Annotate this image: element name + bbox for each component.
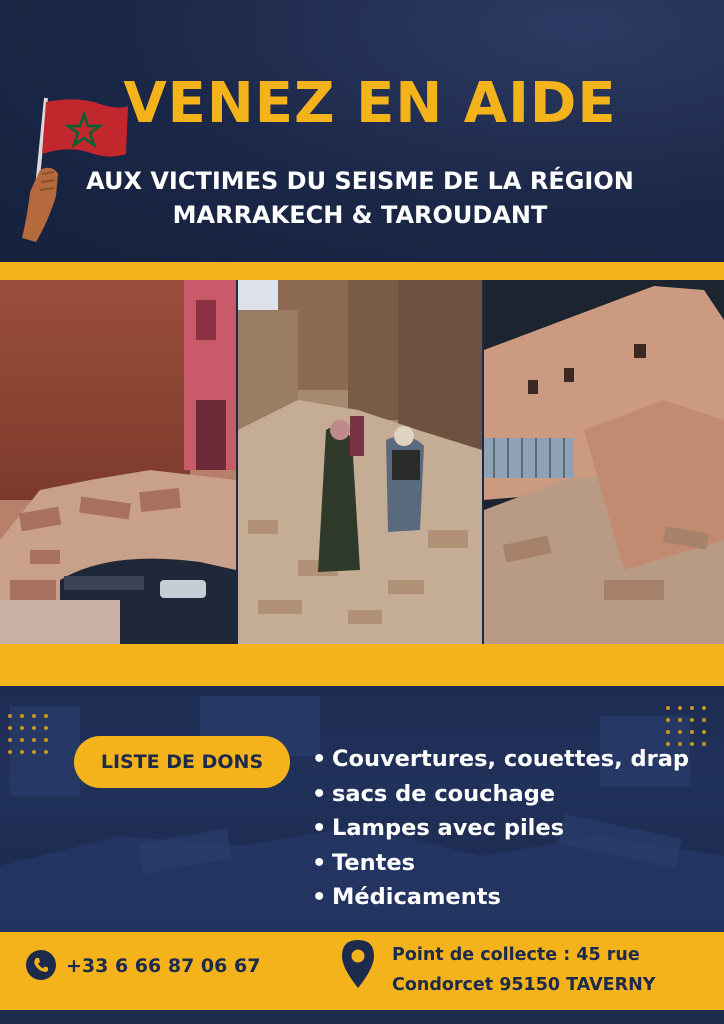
photo-strip bbox=[0, 280, 724, 644]
map-pin-icon bbox=[340, 938, 376, 990]
phone-icon bbox=[26, 950, 56, 980]
photo-rubble-car bbox=[0, 280, 236, 644]
list-item-text: sacs de couchage bbox=[332, 780, 556, 807]
list-item: • Couvertures, couettes, drap bbox=[312, 746, 690, 772]
donations-list bbox=[312, 742, 689, 915]
list-item: • Lampes avec piles bbox=[312, 815, 565, 841]
list-item: • Médicaments bbox=[312, 884, 501, 910]
subtitle-line-1: AUX VICTIMES DU SEISME DE LA RÉGION bbox=[86, 167, 634, 195]
list-item-text: Médicaments bbox=[332, 884, 501, 910]
dot-grid-left bbox=[6, 712, 66, 776]
list-item: • Tentes bbox=[312, 849, 416, 876]
collection-point bbox=[392, 940, 655, 1000]
collection-line-2: Condorcet 95150 TAVERNY bbox=[392, 975, 656, 995]
page-subtitle bbox=[60, 164, 660, 232]
collection-line-1: Point de collecte : 45 rue bbox=[392, 945, 640, 965]
subtitle-line-2: MARRAKECH & TAROUDANT bbox=[172, 201, 548, 229]
list-item-text: Lampes avec piles bbox=[332, 815, 565, 841]
gold-divider-bottom bbox=[0, 644, 724, 686]
page-title: VENEZ EN AIDE bbox=[123, 71, 617, 136]
photo-damaged-building bbox=[484, 280, 724, 644]
list-item-text: Tentes bbox=[332, 849, 416, 876]
photo-people-rubble bbox=[238, 280, 482, 644]
list-item: • sacs de couchage bbox=[312, 780, 556, 807]
bottom-strip bbox=[0, 1010, 724, 1024]
gold-divider-top bbox=[0, 262, 724, 280]
phone-number[interactable]: +33 6 66 87 06 67 bbox=[66, 955, 261, 977]
donations-label-badge: LISTE DE DONS bbox=[74, 736, 290, 788]
list-item-text: Couvertures, couettes, drap bbox=[332, 746, 690, 772]
